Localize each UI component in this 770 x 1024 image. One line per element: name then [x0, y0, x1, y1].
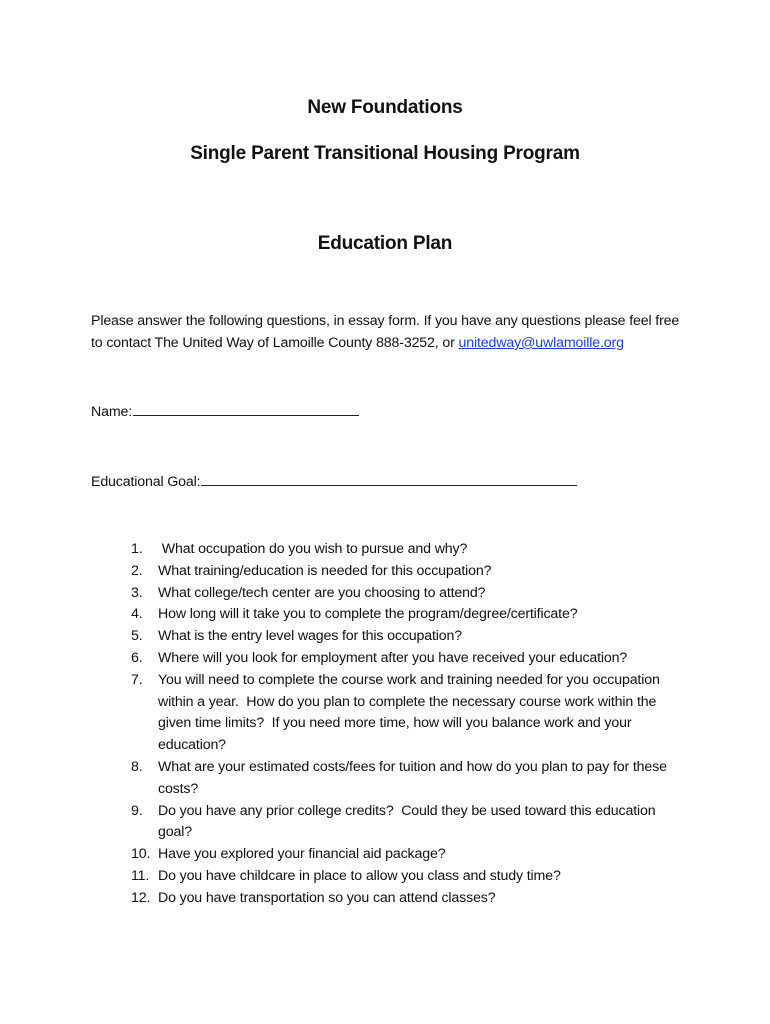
question-number: 8.	[131, 758, 143, 775]
name-label: Name:	[91, 404, 133, 420]
question-text: Do you have childcare in place to allow you class and study time?	[158, 867, 561, 884]
question-item	[131, 539, 691, 561]
question-text: What are your estimated costs/fees for tuition and how do you plan to pay for these costs?	[158, 758, 671, 797]
name-blank-line[interactable]	[133, 401, 359, 416]
question-number: 5.	[131, 628, 143, 645]
question-text: What training/education is needed for this occupation?	[158, 562, 492, 579]
question-text: How long will it take you to complete the program/degree/certificate?	[158, 606, 578, 623]
question-item	[131, 648, 691, 670]
question-text: You will need to complete the course work and training needed for you occupation within a year. How do you plan to complete the necessary course work within the given time limits? If you need more time, how will you balance work and your education?	[158, 671, 664, 754]
question-number: 2.	[131, 562, 143, 579]
question-item	[131, 757, 691, 801]
question-text: What college/tech center are you choosing to attend?	[158, 584, 486, 601]
question-number: 4.	[131, 606, 143, 623]
question-number: 1.	[131, 541, 143, 557]
question-text: What is the entry level wages for this occupation?	[158, 628, 462, 645]
question-text: Have you explored your financial aid package?	[158, 846, 446, 863]
question-number: 11.	[131, 867, 150, 884]
question-text: Where will you look for employment after you have received your education?	[158, 649, 628, 666]
educational-goal-blank-line[interactable]	[201, 471, 577, 486]
instructions-text: Please answer the following questions, in essay form. If you have any questions please feel free to contact The United Way of Lamoille County 888-3252, or	[91, 313, 680, 351]
question-number: 3.	[131, 584, 143, 601]
question-text: What occupation do you wish to pursue and why?	[158, 541, 468, 557]
question-item	[131, 583, 691, 605]
contact-email-link[interactable]: unitedway@uwlamoille.org	[458, 335, 624, 351]
instructions-paragraph	[91, 310, 691, 354]
question-item	[131, 866, 691, 888]
question-list	[131, 539, 691, 910]
question-item	[131, 888, 691, 910]
question-text: Do you have any prior college credits? Could they be used toward this education goal?	[158, 802, 660, 841]
question-number: 10.	[131, 846, 151, 863]
question-item	[131, 801, 691, 845]
name-field	[91, 401, 359, 422]
question-item	[131, 561, 691, 583]
question-item	[131, 670, 691, 757]
question-number: 12.	[131, 889, 151, 906]
section-title: Education Plan	[317, 233, 453, 254]
educational-goal-label: Educational Goal:	[91, 474, 201, 490]
question-number: 7.	[131, 671, 143, 688]
document-title: New Foundations	[307, 97, 463, 118]
question-item	[131, 626, 691, 648]
question-item	[131, 844, 691, 866]
program-title: Single Parent Transitional Housing Program	[190, 143, 580, 164]
educational-goal-field	[91, 471, 577, 492]
question-number: 9.	[131, 802, 143, 819]
question-number: 6.	[131, 649, 143, 666]
question-item	[131, 604, 691, 626]
question-text: Do you have transportation so you can attend classes?	[158, 889, 496, 906]
